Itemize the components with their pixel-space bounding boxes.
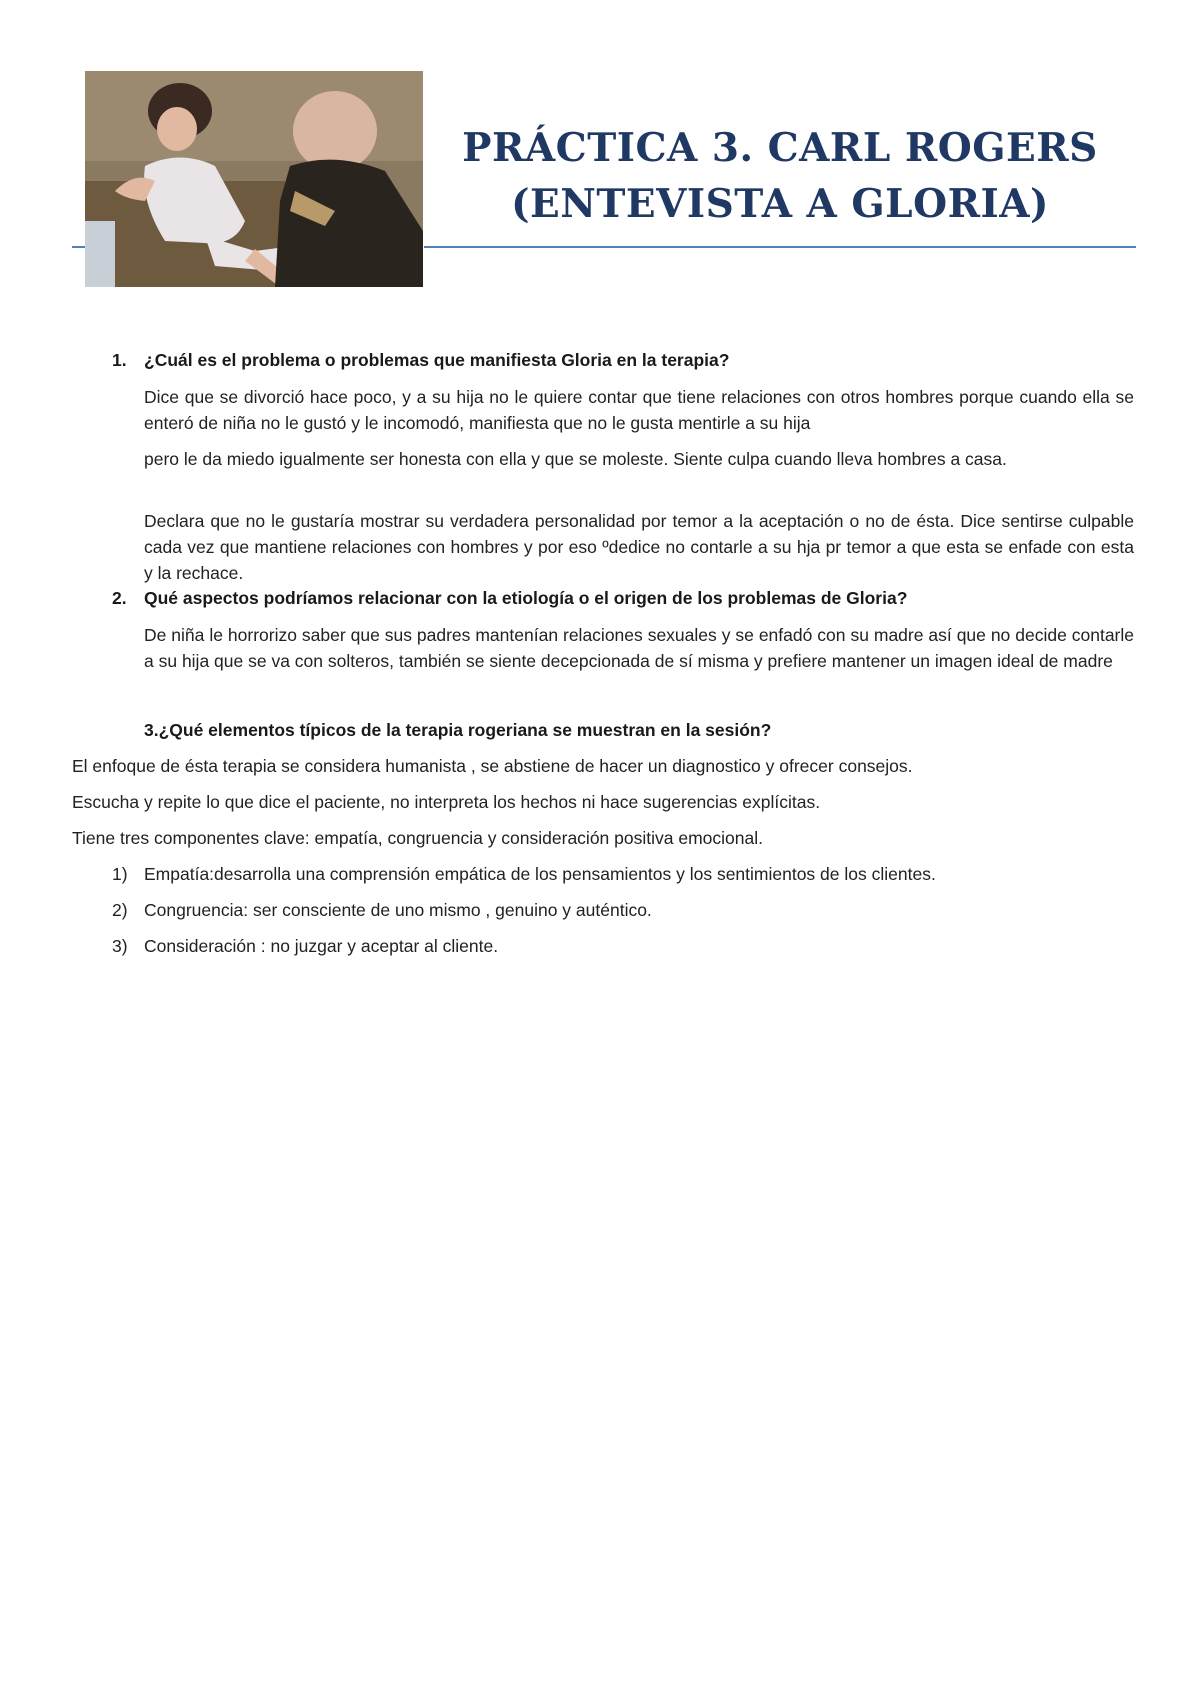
photo-therapy-session [85, 71, 423, 287]
title-line-2: (ENTEVISTA A GLORIA) [511, 181, 1049, 227]
question-3-text: 3.¿Qué elementos típicos de la terapia rogeriana se muestran en la sesión? [144, 720, 772, 740]
header-rule-left [72, 246, 86, 248]
question-2-number: 2. [112, 588, 127, 608]
header-rule-right [424, 246, 1136, 248]
body-line-2: Escucha y repite lo que dice el paciente, no interpreta los hechos ni hace sugerencias explícitas. [72, 792, 821, 812]
question-1-text: ¿Cuál es el problema o problemas que manifiesta Gloria en la terapia? [144, 350, 730, 370]
document-header [72, 70, 1136, 290]
answer-2-paragraph-1: De niña le horrorizo saber que sus padres mantenían relaciones sexuales y se enfadó con su madre así que no decide contarle a su hija que se va con solteros, también se siente decepcionada de sí misma y prefiere mantener un imagen ideal de madre [144, 625, 1134, 671]
page-title [424, 120, 1136, 232]
answer-1-paragraph-1: Dice que se divorció hace poco, y a su hija no le quiere contar que tiene relaciones con otros hombres porque cuando ella se enteró de niña no le gustó y le incomodó, manifiesta que no le gusta mentirle a su hija [144, 387, 1134, 433]
component-item-1 [112, 864, 936, 885]
component-item-3 [112, 936, 498, 957]
title-line-1: PRÁCTICA 3. CARL ROGERS [462, 125, 1098, 171]
component-2-text: Congruencia: ser consciente de uno mismo , genuino y auténtico. [144, 900, 652, 920]
question-2-text: Qué aspectos podríamos relacionar con la etiología o el origen de los problemas de Gloria? [144, 588, 908, 608]
answer-1-paragraph-3: Declara que no le gustaría mostrar su verdadera personalidad por temor a la aceptación o no de ésta. Dice sentirse culpable cada vez que mantiene relaciones con hombres y por eso ºdedice no contarle a su hja pr temor a que esta se enfade con esta y la rechace. [144, 511, 1134, 583]
component-1-number: 1) [112, 864, 128, 884]
component-3-number: 3) [112, 936, 128, 956]
component-item-2 [112, 900, 652, 921]
body-line-1: El enfoque de ésta terapia se considera humanista , se abstiene de hacer un diagnostico y ofrecer consejos. [72, 756, 913, 776]
component-2-number: 2) [112, 900, 128, 920]
question-3 [144, 720, 771, 741]
question-1-number: 1. [112, 350, 127, 370]
question-2 [112, 588, 907, 609]
component-1-text: Empatía:desarrolla una comprensión empática de los pensamientos y los sentimientos de los clientes. [144, 864, 936, 884]
question-1 [112, 350, 729, 371]
body-line-3: Tiene tres componentes clave: empatía, congruencia y consideración positiva emocional. [72, 828, 763, 848]
answer-1-paragraph-2: pero le da miedo igualmente ser honesta con ella y que se moleste. Siente culpa cuando lleva hombres a casa. [144, 449, 1007, 469]
component-3-text: Consideración : no juzgar y aceptar al cliente. [144, 936, 499, 956]
